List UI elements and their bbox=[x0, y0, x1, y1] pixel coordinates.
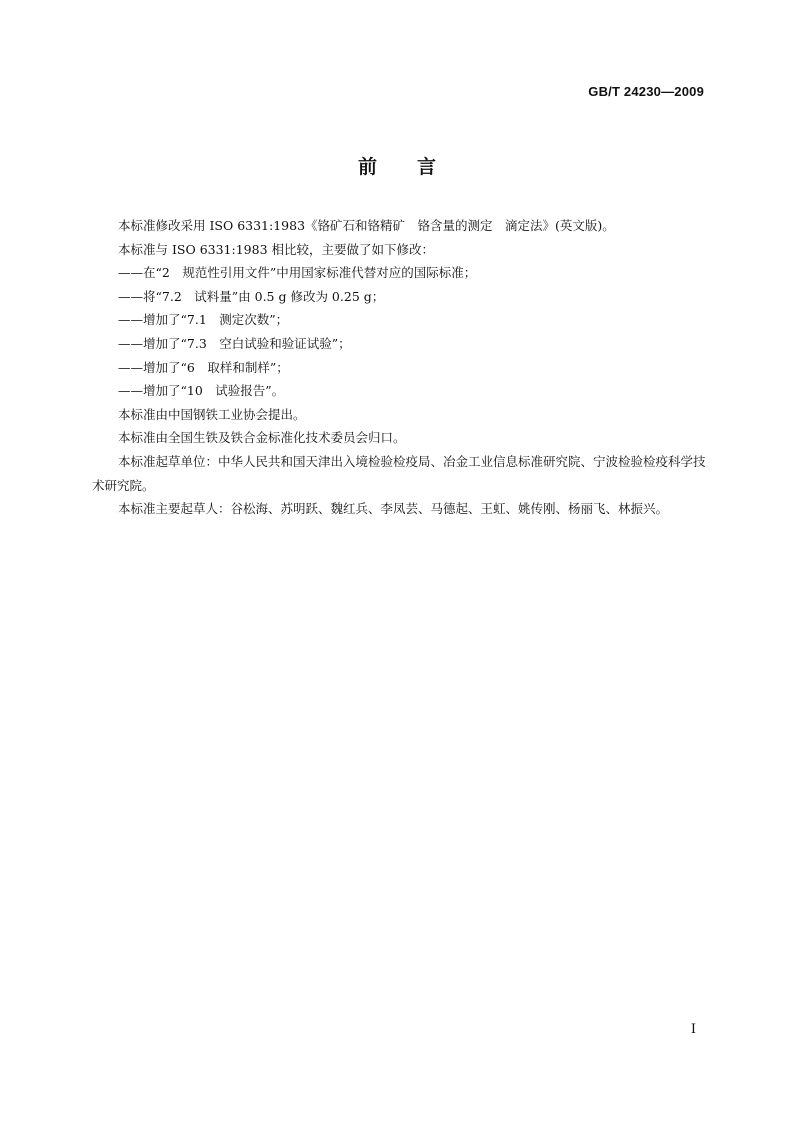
paragraph-drafting-units: 本标准起草单位：中华人民共和国天津出入境检验检疫局、冶金工业信息标准研究院、宁波检验检疫科学技术研究院。 bbox=[92, 453, 706, 493]
list-item: ——增加了“6 取样和制样”； bbox=[118, 359, 289, 375]
list-item: ——将“7.2 试料量”由 0.5 g 修改为 0.25 g； bbox=[118, 288, 385, 304]
foreword-body bbox=[92, 214, 710, 521]
standard-number: GB/T 24230—2009 bbox=[588, 84, 704, 99]
list-item: ——增加了“7.3 空白试验和验证试验”； bbox=[118, 335, 351, 351]
paragraph-changes-intro: 本标准与 ISO 6331:1983 相比较，主要做了如下修改： bbox=[118, 241, 435, 257]
page-number: I bbox=[690, 1022, 696, 1037]
paragraph-adoption: 本标准修改采用 ISO 6331:1983《铬矿石和铬精矿 铬含量的测定 滴定法》(英文版)。 bbox=[118, 218, 615, 233]
paragraph-proposer: 本标准由中国钢铁工业协会提出。 bbox=[118, 406, 306, 422]
paragraph-drafters: 本标准主要起草人：谷松海、苏明跃、魏红兵、李凤芸、马德起、王虹、姚传刚、杨丽飞、林振兴。 bbox=[118, 501, 669, 517]
page-title: 前言 bbox=[357, 156, 476, 178]
list-item: ——在“2 规范性引用文件”中用国家标准代替对应的国际标准； bbox=[118, 265, 477, 281]
paragraph-committee: 本标准由全国生铁及铁合金标准化技术委员会归口。 bbox=[118, 430, 406, 446]
list-item: ——增加了“7.1 测定次数”； bbox=[118, 312, 289, 328]
list-item: ——增加了“10 试验报告”。 bbox=[118, 383, 285, 399]
